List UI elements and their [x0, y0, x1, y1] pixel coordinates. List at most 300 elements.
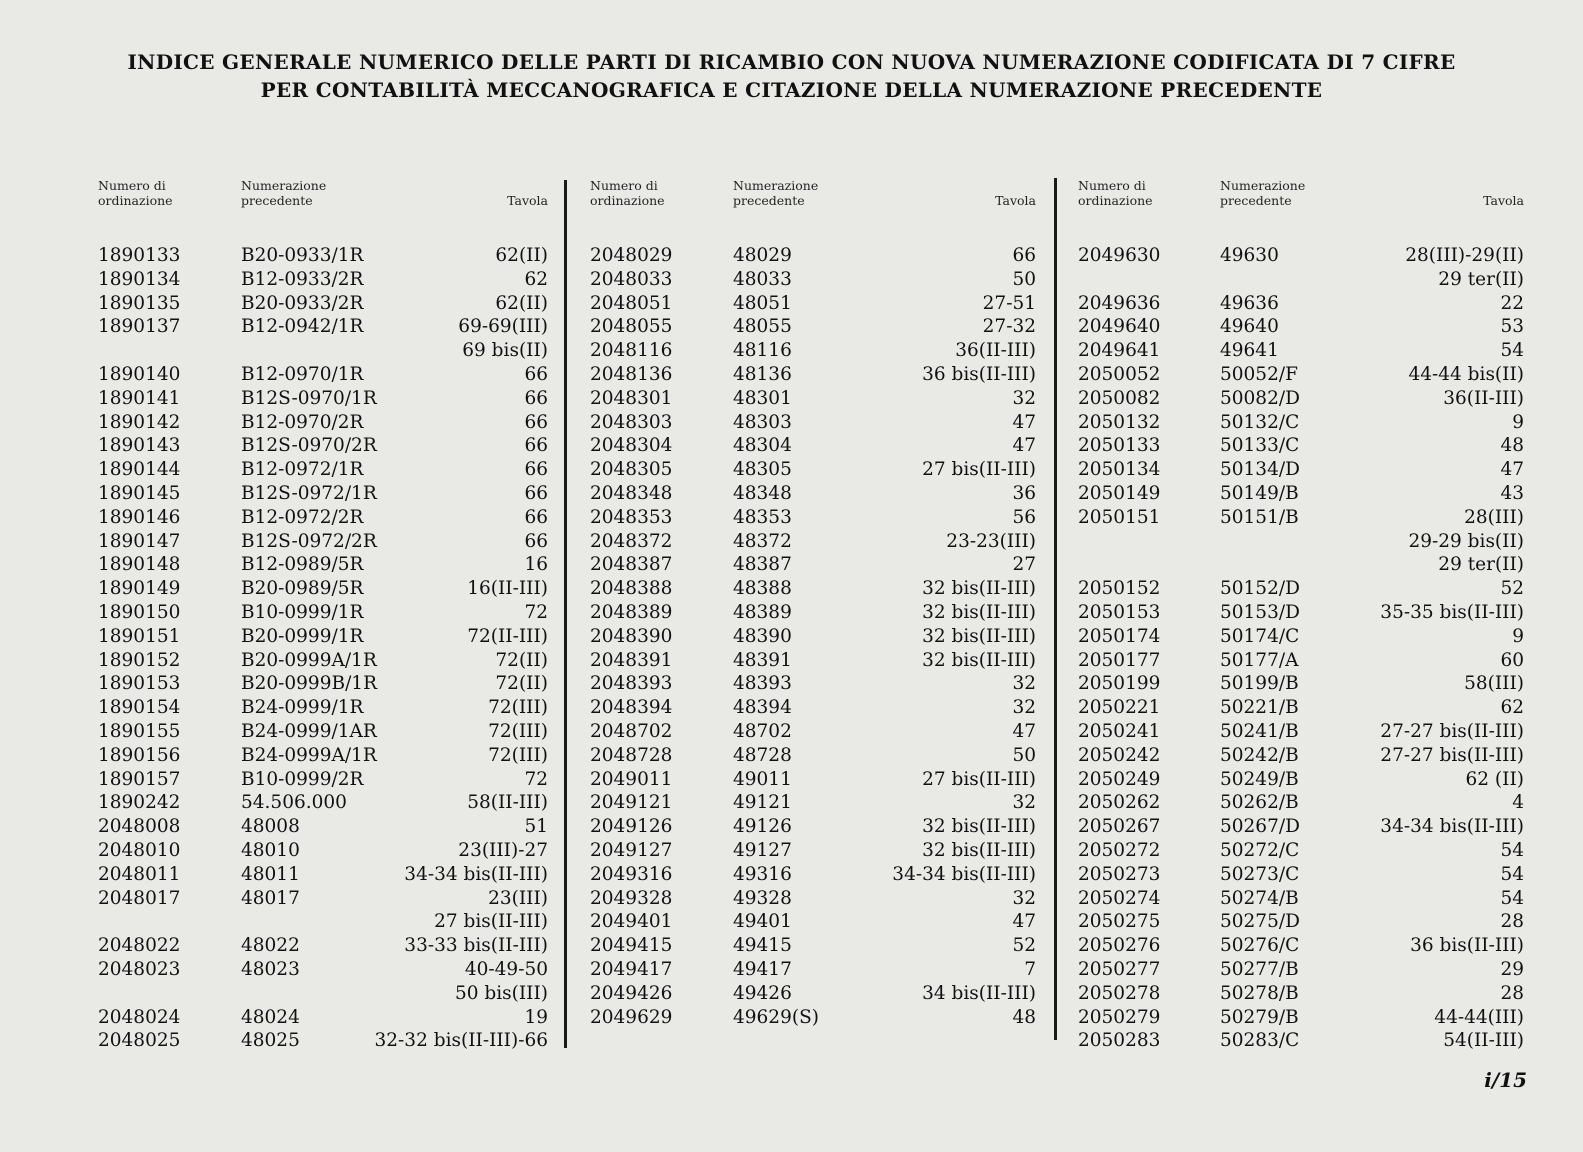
order-number: 2050277	[1078, 958, 1161, 980]
table-row	[590, 244, 1036, 268]
rows	[590, 244, 1036, 1029]
tavola-ref: 50 bis(III)	[454, 982, 548, 1004]
order-number: 2048008	[98, 816, 181, 838]
table-row	[98, 672, 548, 696]
header-order-number: Numero di ordinazione	[98, 178, 173, 208]
previous-number: B24-0999/1R	[241, 697, 364, 719]
tavola-ref: 16(II-III)	[467, 578, 548, 600]
tavola-ref: 34 bis(II-III)	[922, 982, 1036, 1004]
table-row	[98, 482, 548, 506]
previous-number: B12-0972/2R	[241, 506, 364, 528]
order-number: 2050283	[1078, 1030, 1161, 1052]
order-number: 2048303	[590, 411, 673, 433]
order-number: 1890148	[98, 554, 181, 576]
tavola-ref: 66	[524, 506, 548, 528]
order-number: 2050153	[1078, 601, 1161, 623]
table-row	[590, 768, 1036, 792]
tavola-ref: 32	[1012, 387, 1036, 409]
tavola-ref: 66	[524, 530, 548, 552]
tavola-ref: 32	[1012, 887, 1036, 909]
tavola-ref: 28(III)	[1464, 506, 1524, 528]
tavola-ref: 47	[1012, 411, 1036, 433]
tavola-ref: 27-27 bis(II-III)	[1380, 744, 1524, 766]
table-row	[98, 720, 548, 744]
order-number: 2049417	[590, 958, 673, 980]
tavola-ref: 72(III)	[488, 697, 548, 719]
order-number: 2048702	[590, 720, 673, 742]
table-row	[98, 887, 548, 911]
previous-number: 48303	[733, 411, 792, 433]
header-tavola: Tavola	[995, 193, 1036, 208]
previous-number: 49426	[733, 982, 792, 1004]
table-row	[98, 839, 548, 863]
table-row	[1078, 934, 1524, 958]
tavola-ref: 60	[1500, 649, 1524, 671]
order-number: 2048393	[590, 673, 673, 695]
previous-number: 48008	[241, 816, 300, 838]
order-number: 2050151	[1078, 506, 1161, 528]
previous-number: 48023	[241, 958, 300, 980]
order-number: 2049126	[590, 816, 673, 838]
order-number: 2049401	[590, 911, 673, 933]
table-row	[98, 244, 548, 268]
table-row	[1078, 839, 1524, 863]
tavola-ref: 33-33 bis(II-III)	[404, 935, 548, 957]
table-row	[1078, 339, 1524, 363]
table-row	[590, 315, 1036, 339]
table-row	[1078, 553, 1524, 577]
tavola-ref: 62	[524, 268, 548, 290]
order-number: 2048388	[590, 578, 673, 600]
tavola-ref: 44-44(III)	[1434, 1006, 1524, 1028]
order-number: 1890140	[98, 363, 181, 385]
order-number: 1890151	[98, 625, 181, 647]
order-number: 2048024	[98, 1006, 181, 1028]
page-title	[0, 48, 1583, 104]
order-number: 1890242	[98, 792, 181, 814]
table-row	[1078, 482, 1524, 506]
order-number: 1890145	[98, 482, 181, 504]
previous-number: 49415	[733, 935, 792, 957]
table-row	[98, 625, 548, 649]
previous-number: 50153/D	[1220, 601, 1300, 623]
previous-number: 50242/B	[1220, 744, 1299, 766]
table-row	[1078, 768, 1524, 792]
previous-number: 50082/D	[1220, 387, 1300, 409]
table-row	[590, 720, 1036, 744]
previous-number: 50221/B	[1220, 697, 1299, 719]
table-row	[1078, 411, 1524, 435]
previous-number: 48393	[733, 673, 792, 695]
order-number: 2050082	[1078, 387, 1161, 409]
table-row	[1078, 1029, 1524, 1053]
tavola-ref: 66	[524, 482, 548, 504]
tavola-ref: 19	[524, 1006, 548, 1028]
previous-number: 49641	[1220, 340, 1279, 362]
tavola-ref: 16	[524, 554, 548, 576]
column-header	[590, 178, 1036, 240]
previous-number: 48024	[241, 1006, 300, 1028]
tavola-ref: 54	[1500, 340, 1524, 362]
previous-number: 49401	[733, 911, 792, 933]
order-number: 1890153	[98, 673, 181, 695]
table-row	[98, 958, 548, 982]
previous-number: B12S-0972/2R	[241, 530, 377, 552]
previous-number: 50277/B	[1220, 958, 1299, 980]
tavola-ref: 66	[524, 459, 548, 481]
table-row	[98, 1006, 548, 1030]
tavola-ref: 32	[1012, 697, 1036, 719]
previous-number: 49126	[733, 816, 792, 838]
order-number: 2048011	[98, 863, 181, 885]
previous-number: 50262/B	[1220, 792, 1299, 814]
order-number: 2050276	[1078, 935, 1161, 957]
order-number: 2050262	[1078, 792, 1161, 814]
header-tavola: Tavola	[507, 193, 548, 208]
tavola-ref: 43	[1500, 482, 1524, 504]
tavola-ref: 72(II)	[495, 673, 548, 695]
previous-number: B20-0933/1R	[241, 245, 364, 266]
tavola-ref: 32-32 bis(II-III)-66	[374, 1030, 548, 1052]
tavola-ref: 48	[1012, 1006, 1036, 1028]
previous-number: 50241/B	[1220, 720, 1299, 742]
previous-number: B12-0989/5R	[241, 554, 364, 576]
table-row	[1078, 434, 1524, 458]
table-row	[98, 696, 548, 720]
previous-number: 50273/C	[1220, 863, 1300, 885]
rows	[1078, 244, 1524, 1053]
tavola-ref: 32 bis(II-III)	[922, 625, 1036, 647]
table-row	[98, 339, 548, 363]
tavola-ref: 32	[1012, 673, 1036, 695]
previous-number: 48055	[733, 316, 792, 338]
order-number: 1890147	[98, 530, 181, 552]
previous-number: 49328	[733, 887, 792, 909]
tavola-ref: 47	[1500, 459, 1524, 481]
order-number: 2048728	[590, 744, 673, 766]
tavola-ref: 44-44 bis(II)	[1408, 363, 1524, 385]
table-row	[590, 458, 1036, 482]
table-row	[590, 268, 1036, 292]
order-number: 2049316	[590, 863, 673, 885]
order-number: 2050278	[1078, 982, 1161, 1004]
tavola-ref: 34-34 bis(II-III)	[892, 863, 1036, 885]
order-number: 2050174	[1078, 625, 1161, 647]
previous-number: B20-0999/1R	[241, 625, 364, 647]
column-divider	[564, 180, 567, 1048]
table-row	[1078, 530, 1524, 554]
tavola-ref: 32 bis(II-III)	[922, 649, 1036, 671]
table-row	[590, 530, 1036, 554]
table-row	[590, 387, 1036, 411]
order-number: 2048304	[590, 435, 673, 457]
previous-number: B12S-0970/2R	[241, 435, 377, 457]
tavola-ref: 47	[1012, 720, 1036, 742]
table-row	[98, 982, 548, 1006]
previous-number: 48301	[733, 387, 792, 409]
previous-number: B20-0999A/1R	[241, 649, 377, 671]
order-number: 1890143	[98, 435, 181, 457]
table-row	[1078, 387, 1524, 411]
previous-number: 48305	[733, 459, 792, 481]
tavola-ref: 69-69(III)	[458, 316, 548, 338]
tavola-ref: 47	[1012, 911, 1036, 933]
table-row	[590, 863, 1036, 887]
previous-number: B10-0999/2R	[241, 768, 364, 790]
order-number: 2048353	[590, 506, 673, 528]
order-number: 2049127	[590, 839, 673, 861]
tavola-ref: 32 bis(II-III)	[922, 578, 1036, 600]
tavola-ref: 62	[1500, 697, 1524, 719]
order-number: 1890154	[98, 697, 181, 719]
index-column-2	[590, 178, 1036, 1028]
tavola-ref: 36	[1012, 482, 1036, 504]
table-row	[98, 649, 548, 673]
previous-number: 48728	[733, 744, 792, 766]
order-number: 2050134	[1078, 459, 1161, 481]
previous-number: 50199/B	[1220, 673, 1299, 695]
table-row	[1078, 863, 1524, 887]
order-number: 2050249	[1078, 768, 1161, 790]
previous-number: B20-0933/2R	[241, 292, 364, 314]
table-row	[1078, 601, 1524, 625]
table-row	[590, 1006, 1036, 1030]
table-row	[98, 910, 548, 934]
tavola-ref: 66	[524, 387, 548, 409]
table-row	[590, 625, 1036, 649]
previous-number: 49636	[1220, 292, 1279, 314]
order-number: 1890135	[98, 292, 181, 314]
index-column-3	[1078, 178, 1524, 1052]
previous-number: 49121	[733, 792, 792, 814]
table-row	[98, 315, 548, 339]
tavola-ref: 52	[1012, 935, 1036, 957]
order-number: 2049641	[1078, 340, 1161, 362]
order-number: 1890155	[98, 720, 181, 742]
table-row	[590, 601, 1036, 625]
previous-number: 50151/B	[1220, 506, 1299, 528]
tavola-ref: 48	[1500, 435, 1524, 457]
previous-number: 50279/B	[1220, 1006, 1299, 1028]
tavola-ref: 29-29 bis(II)	[1408, 530, 1524, 552]
table-row	[98, 934, 548, 958]
previous-number: 48051	[733, 292, 792, 314]
header-order-number: Numero di ordinazione	[1078, 178, 1153, 208]
order-number: 1890152	[98, 649, 181, 671]
table-row	[1078, 506, 1524, 530]
tavola-ref: 36 bis(II-III)	[922, 363, 1036, 385]
header-previous-number: Numerazione precedente	[241, 178, 327, 208]
table-row	[590, 696, 1036, 720]
table-row	[98, 506, 548, 530]
table-row	[590, 506, 1036, 530]
order-number: 1890146	[98, 506, 181, 528]
order-number: 2048025	[98, 1030, 181, 1052]
order-number: 2050272	[1078, 839, 1161, 861]
table-row	[1078, 744, 1524, 768]
tavola-ref: 54	[1500, 887, 1524, 909]
tavola-ref: 32	[1012, 792, 1036, 814]
tavola-ref: 28(III)-29(II)	[1405, 245, 1524, 266]
previous-number: B12-0933/2R	[241, 268, 364, 290]
order-number: 2049121	[590, 792, 673, 814]
previous-number: 48353	[733, 506, 792, 528]
previous-number: 50272/C	[1220, 839, 1300, 861]
previous-number: 48387	[733, 554, 792, 576]
table-row	[1078, 458, 1524, 482]
tavola-ref: 62(II)	[495, 292, 548, 314]
previous-number: 50274/B	[1220, 887, 1299, 909]
header-previous-number: Numerazione precedente	[1220, 178, 1306, 208]
tavola-ref: 58(III)	[1464, 673, 1524, 695]
table-row	[590, 791, 1036, 815]
previous-number: 50152/D	[1220, 578, 1300, 600]
table-row	[590, 672, 1036, 696]
tavola-ref: 27 bis(II-III)	[922, 768, 1036, 790]
previous-number: B10-0999/1R	[241, 601, 364, 623]
previous-number: B24-0999/1AR	[241, 720, 377, 742]
tavola-ref: 28	[1500, 911, 1524, 933]
tavola-ref: 27-51	[982, 292, 1036, 314]
table-row	[590, 482, 1036, 506]
tavola-ref: 29 ter(II)	[1438, 554, 1524, 576]
order-number: 2048022	[98, 935, 181, 957]
order-number: 1890137	[98, 316, 181, 338]
column-header	[1078, 178, 1524, 240]
order-number: 2050177	[1078, 649, 1161, 671]
table-row	[1078, 292, 1524, 316]
previous-number: 48702	[733, 720, 792, 742]
previous-number: 49011	[733, 768, 792, 790]
order-number: 1890157	[98, 768, 181, 790]
tavola-ref: 36(II-III)	[1443, 387, 1524, 409]
page-number: i/15	[1484, 1068, 1527, 1092]
previous-number: 50278/B	[1220, 982, 1299, 1004]
tavola-ref: 66	[524, 411, 548, 433]
table-row	[590, 958, 1036, 982]
order-number: 2049636	[1078, 292, 1161, 314]
previous-number: 48025	[241, 1030, 300, 1052]
previous-number: 49127	[733, 839, 792, 861]
table-row	[98, 601, 548, 625]
table-row	[590, 839, 1036, 863]
title-line-1: INDICE GENERALE NUMERICO DELLE PARTI DI RICAMBIO CON NUOVA NUMERAZIONE CODIFICATA DI 7 CIFRE	[127, 50, 1456, 74]
order-number: 2050242	[1078, 744, 1161, 766]
table-row	[590, 577, 1036, 601]
order-number: 2048389	[590, 601, 673, 623]
order-number: 2050267	[1078, 816, 1161, 838]
tavola-ref: 66	[1012, 245, 1036, 266]
table-row	[98, 268, 548, 292]
table-row	[98, 458, 548, 482]
order-number: 1890133	[98, 245, 181, 266]
previous-number: 48022	[241, 935, 300, 957]
order-number: 2049629	[590, 1006, 673, 1028]
previous-number: 50134/D	[1220, 459, 1300, 481]
tavola-ref: 29 ter(II)	[1438, 268, 1524, 290]
order-number: 2048301	[590, 387, 673, 409]
previous-number: 50275/D	[1220, 911, 1300, 933]
order-number: 2050279	[1078, 1006, 1161, 1028]
previous-number: 48010	[241, 839, 300, 861]
tavola-ref: 36 bis(II-III)	[1410, 935, 1524, 957]
previous-number: 48136	[733, 363, 792, 385]
order-number: 2049630	[1078, 245, 1161, 266]
tavola-ref: 36(II-III)	[955, 340, 1036, 362]
table-row	[1078, 649, 1524, 673]
order-number: 2048305	[590, 459, 673, 481]
tavola-ref: 23-23(III)	[946, 530, 1036, 552]
table-row	[98, 815, 548, 839]
tavola-ref: 27 bis(II-III)	[922, 459, 1036, 481]
order-number: 2048051	[590, 292, 673, 314]
table-row	[1078, 887, 1524, 911]
table-row	[590, 887, 1036, 911]
table-row	[1078, 696, 1524, 720]
table-row	[590, 744, 1036, 768]
tavola-ref: 69 bis(II)	[462, 340, 548, 362]
order-number: 2049640	[1078, 316, 1161, 338]
tavola-ref: 23(III)	[488, 887, 548, 909]
table-row	[1078, 315, 1524, 339]
previous-number: 48011	[241, 863, 300, 885]
order-number: 2048033	[590, 268, 673, 290]
previous-number: 48389	[733, 601, 792, 623]
order-number: 2050275	[1078, 911, 1161, 933]
table-row	[98, 292, 548, 316]
order-number: 1890141	[98, 387, 181, 409]
table-row	[98, 363, 548, 387]
previous-number: 50276/C	[1220, 935, 1300, 957]
tavola-ref: 72(II)	[495, 649, 548, 671]
table-row	[1078, 672, 1524, 696]
order-number: 1890144	[98, 459, 181, 481]
column-divider	[1054, 178, 1057, 1040]
tavola-ref: 66	[524, 435, 548, 457]
previous-number: B12S-0970/1R	[241, 387, 377, 409]
table-row	[590, 434, 1036, 458]
previous-number: 48391	[733, 649, 792, 671]
table-row	[1078, 363, 1524, 387]
tavola-ref: 62 (II)	[1465, 768, 1524, 790]
tavola-ref: 66	[524, 363, 548, 385]
previous-number: 49417	[733, 958, 792, 980]
table-row	[1078, 577, 1524, 601]
previous-number: 50133/C	[1220, 435, 1300, 457]
order-number: 2050274	[1078, 887, 1161, 909]
previous-number: B12-0972/1R	[241, 459, 364, 481]
previous-number: 48348	[733, 482, 792, 504]
table-row	[98, 411, 548, 435]
previous-number: 50283/C	[1220, 1030, 1300, 1052]
tavola-ref: 23(III)-27	[458, 839, 548, 861]
previous-number: B20-0999B/1R	[241, 673, 377, 695]
title-line-2: PER CONTABILITÀ MECCANOGRAFICA E CITAZIONE DELLA NUMERAZIONE PRECEDENTE	[260, 78, 1323, 102]
tavola-ref: 7	[1024, 958, 1036, 980]
tavola-ref: 50	[1012, 744, 1036, 766]
tavola-ref: 72(III)	[488, 720, 548, 742]
header-previous-number: Numerazione precedente	[733, 178, 819, 208]
previous-number: B24-0999A/1R	[241, 744, 377, 766]
order-number: 1890156	[98, 744, 181, 766]
tavola-ref: 22	[1500, 292, 1524, 314]
tavola-ref: 32 bis(II-III)	[922, 601, 1036, 623]
tavola-ref: 27	[1012, 554, 1036, 576]
table-row	[590, 363, 1036, 387]
previous-number: 48029	[733, 245, 792, 266]
previous-number: 48388	[733, 578, 792, 600]
tavola-ref: 27 bis(II-III)	[434, 911, 548, 933]
